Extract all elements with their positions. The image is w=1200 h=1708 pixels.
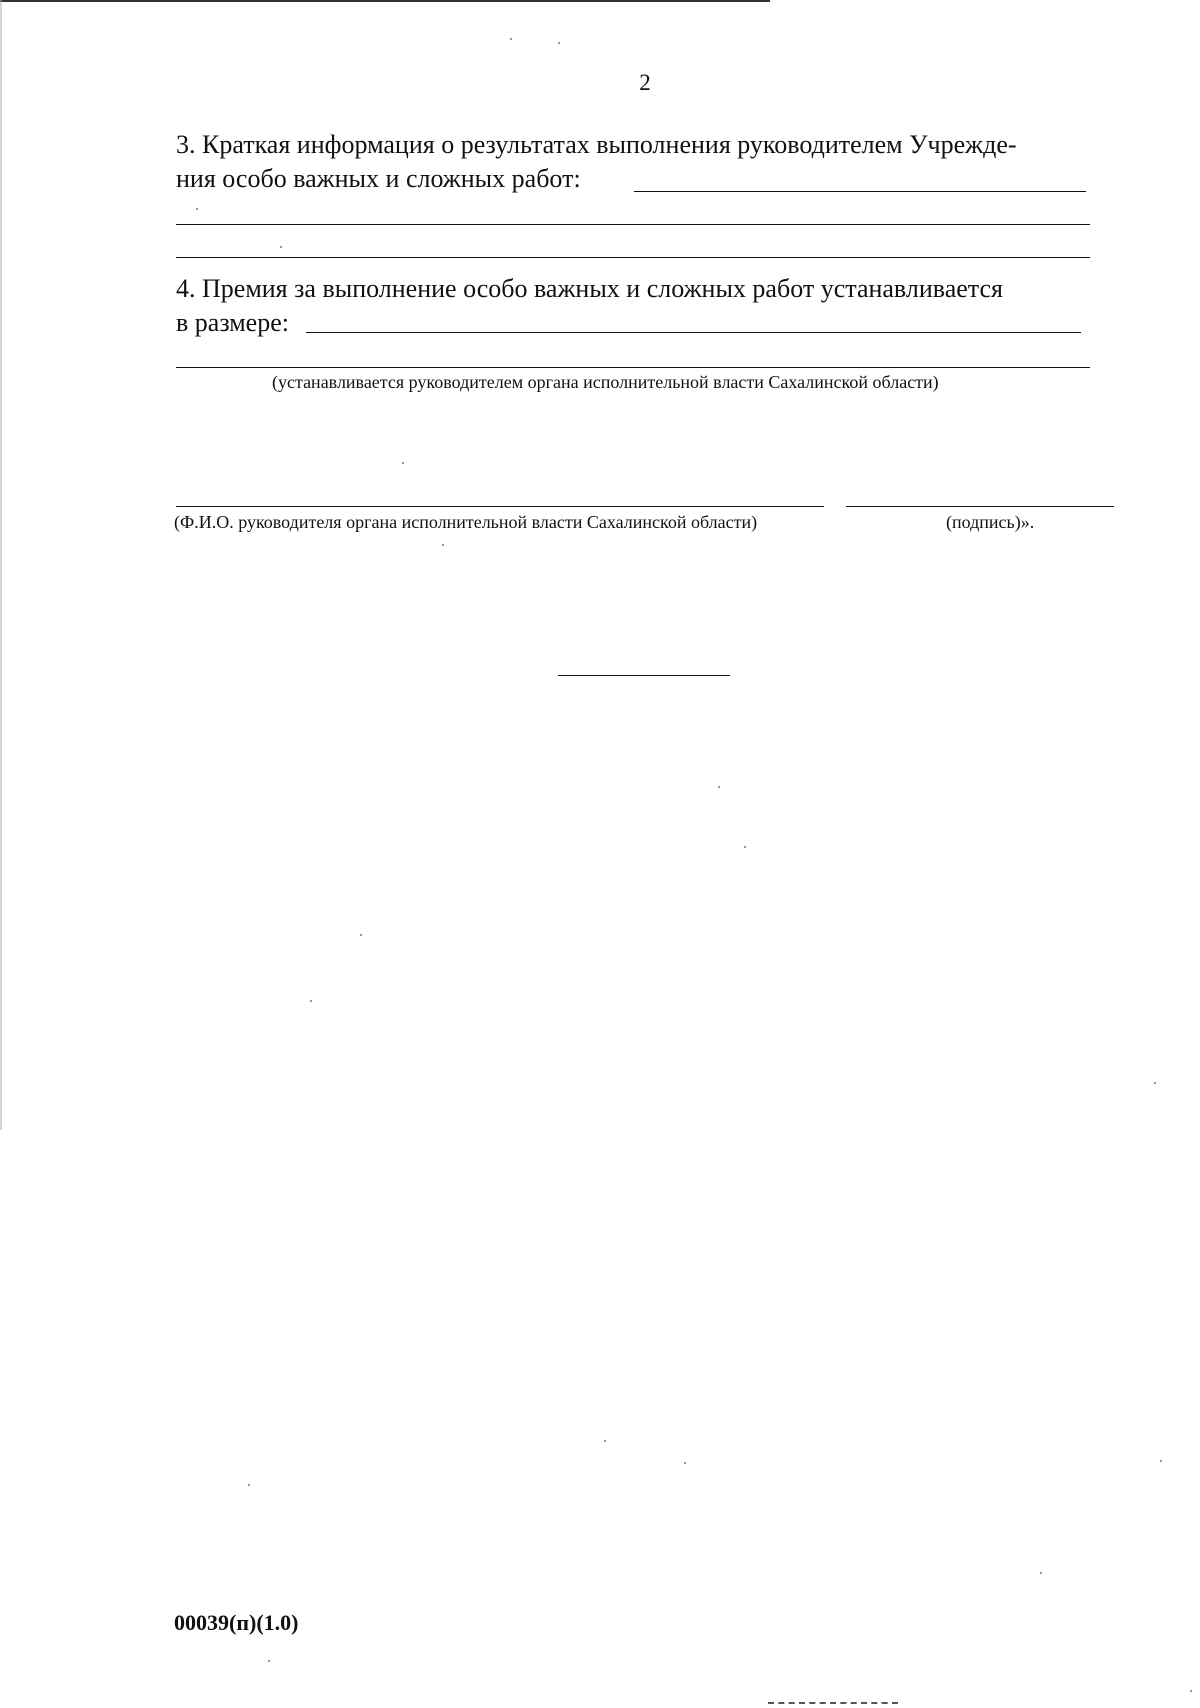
scan-speck [196, 208, 198, 210]
scan-speck [510, 38, 512, 40]
section-3-fill-line-2 [176, 224, 1090, 225]
scan-speck [360, 934, 362, 936]
scan-speck [280, 246, 282, 248]
scan-speck [604, 1440, 606, 1442]
section-4-fill-line-1 [306, 332, 1081, 333]
section-3-text [176, 128, 1090, 196]
section-4-fill-line-2 [176, 367, 1090, 368]
closing-separator [558, 675, 730, 676]
signature-caption: (подпись)». [946, 512, 1035, 532]
bonus-caption: (устанавливается руководителем органа исполнительной власти Сахалинской области) [272, 372, 939, 392]
scan-speck [744, 846, 746, 848]
section-4-text [176, 272, 1090, 340]
scan-speck [442, 544, 444, 546]
scan-bottom-marks [768, 1702, 898, 1706]
scan-speck [684, 1462, 686, 1464]
section-3-line-1: 3. Краткая информация о результатах выполнения руководителем Учрежде- [176, 130, 1017, 159]
name-caption: (Ф.И.О. руководителя органа исполнительной власти Сахалинской области) [174, 512, 758, 532]
scan-speck [310, 1000, 312, 1002]
scan-speck [1190, 1690, 1192, 1692]
section-3-line-2: ния особо важных и сложных работ: [176, 164, 581, 193]
scan-speck [718, 786, 720, 788]
section-4-line-2: в размере: [176, 308, 289, 337]
scan-edge-left [0, 0, 2, 1130]
section-4-line-1: 4. Премия за выполнение особо важных и сложных работ устанавливается [176, 274, 1003, 303]
section-3-fill-line-3 [176, 257, 1090, 258]
scan-speck [1154, 1082, 1156, 1084]
signature-line [846, 506, 1114, 507]
scan-speck [1040, 1572, 1042, 1574]
scan-speck [1160, 1460, 1162, 1462]
name-line [176, 506, 824, 507]
document-code: 00039(п)(1.0) [174, 1610, 299, 1635]
scan-speck [402, 462, 404, 464]
section-3-fill-line-1 [634, 191, 1086, 192]
scan-speck [558, 42, 560, 44]
scan-speck [248, 1484, 250, 1486]
scan-edge-top [0, 0, 770, 2]
scan-speck [268, 1660, 270, 1662]
page-number: 2 [639, 70, 651, 95]
